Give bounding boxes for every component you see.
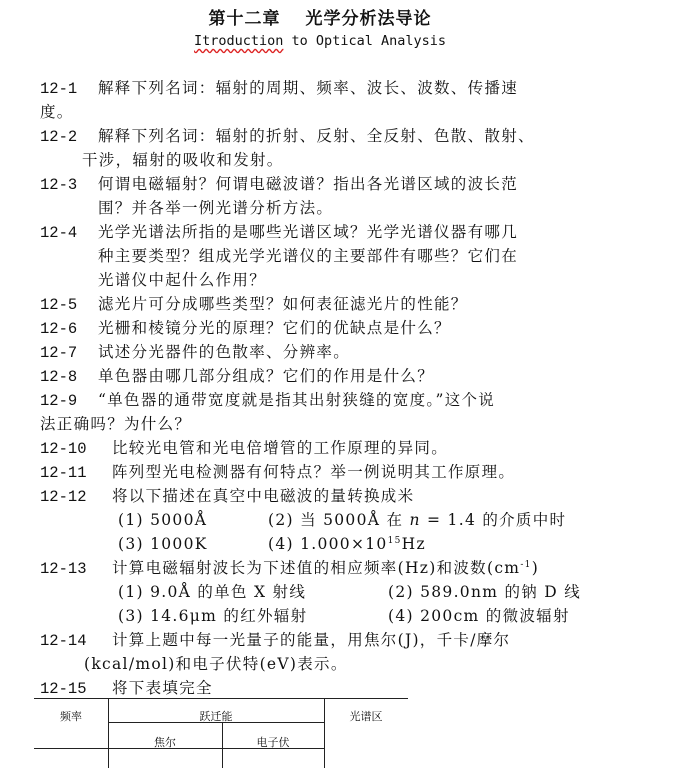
question-12-1-cont: 度。 xyxy=(40,103,74,121)
subtitle-rest: to Optical Analysis xyxy=(283,33,446,49)
question-12-7: 12-7 试述分光器件的色散率、分辨率。 xyxy=(40,343,351,362)
chapter-title: 第十二章 光学分析法导论 xyxy=(208,9,432,29)
question-12-10: 12-10 比较光电管和光电倍增管的工作原理的异同。 xyxy=(40,439,449,458)
question-12-11: 12-11 阵列型光电检测器有何特点？举一例说明其工作原理。 xyxy=(40,463,516,482)
subtitle-misspelled-word: Itroduction xyxy=(194,33,284,49)
table-header-spectral-region: 光谱区 xyxy=(349,710,383,723)
question-12-4-cont2: 光谱仪中起什么作用？ xyxy=(98,271,267,289)
question-12-6: 12-6 光栅和棱镜分光的原理？它们的优缺点是什么？ xyxy=(40,319,451,338)
question-12-3: 12-3 何谓电磁辐射？何谓电磁波谱？指出各光谱区域的波长范 xyxy=(40,175,519,194)
question-12-4-cont1: 种主要类型？组成光学光谱仪的主要部件有哪些？它们在 xyxy=(98,247,519,265)
table-subheader-joule: 焦尔 xyxy=(154,736,176,749)
question-12-12: 12-12 将以下描述在真空中电磁波的量转换成米 xyxy=(40,487,415,506)
question-12-13-row1: (1) 9.0Å 的单色 X 射线 (2) 589.0nm 的钠 D 线 xyxy=(118,583,582,601)
chapter-subtitle xyxy=(0,33,640,49)
question-list xyxy=(40,76,600,700)
question-12-2-cont: 干涉，辐射的吸收和发射。 xyxy=(82,151,284,169)
question-12-15: 12-15 将下表填完全 xyxy=(40,679,213,698)
question-12-14: 12-14 计算上题中每一光量子的能量，用焦尔(J)，千卡/摩尔 xyxy=(40,631,511,650)
question-12-2: 12-2 解释下列名词：辐射的折射、反射、全反射、色散、散射、 xyxy=(40,127,535,146)
question-12-12-row2: (3) 1000K (4) $1.000\times 10^{15}Hz$ xyxy=(118,535,426,553)
table-header-transition-energy: 跃迁能 xyxy=(199,710,233,723)
question-12-8: 12-8 单色器由哪几部分组成？它们的作用是什么？ xyxy=(40,367,435,386)
question-12-14-cont: (kcal/mol)和电子伏特(eV)表示。 xyxy=(84,655,348,673)
question-12-1: 12-1 解释下列名词：辐射的周期、频率、波长、波数、传播速 xyxy=(40,79,519,98)
question-12-9-cont: 法正确吗？为什么？ xyxy=(40,415,192,433)
question-12-13: 12-13 计算电磁辐射波长为下述值的相应频率(Hz)和波数$(cm^{-1})$ xyxy=(40,559,540,578)
question-12-12-row1: (1) 5000Å (2) 当 5000Å 在 n = 1.4 的介质中时 xyxy=(118,511,567,529)
question-12-9: 12-9 “单色器的通带宽度就是指其出射狭缝的宽度。”这个说 xyxy=(40,391,496,410)
question-12-13-row2: (3) 14.6μm 的红外辐射 (4) 200cm 的微波辐射 xyxy=(118,607,570,625)
question-12-4: 12-4 光学光谱法所指的是哪些光谱区域？光学光谱仪器有哪几 xyxy=(40,223,519,242)
question-12-5: 12-5 滤光片可分成哪些类型？如何表征滤光片的性能？ xyxy=(40,295,468,314)
table-subheader-ev: 电子伏 xyxy=(256,736,290,749)
question-12-3-cont: 围？并各举一例光谱分析方法。 xyxy=(98,199,334,217)
table-header-frequency: 频率 xyxy=(60,710,82,723)
